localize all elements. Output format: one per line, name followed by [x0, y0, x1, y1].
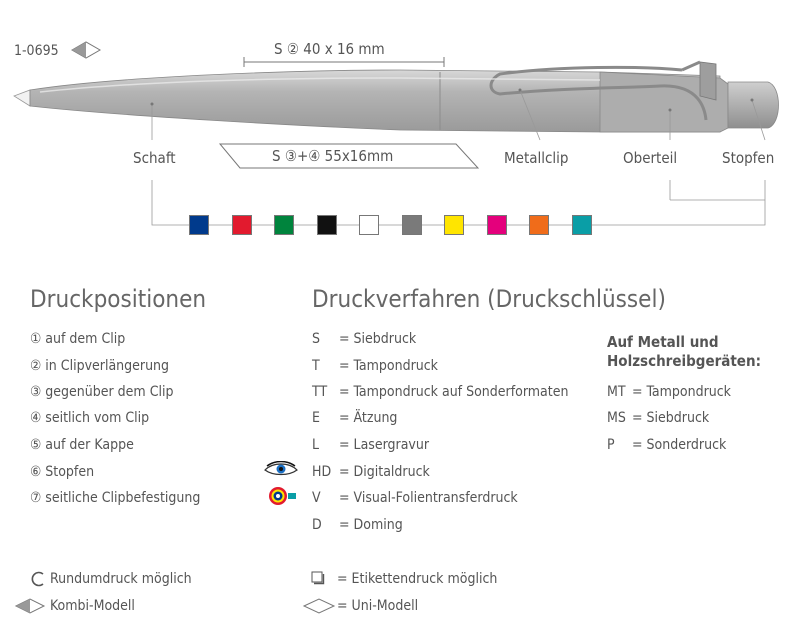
verfahren-desc: = Lasergravur	[339, 437, 430, 453]
color-swatch	[572, 215, 592, 235]
verfahren-code: V	[312, 490, 321, 506]
etikett-icon	[311, 571, 325, 585]
color-swatch	[487, 215, 507, 235]
position-item: ④ seitlich vom Clip	[30, 410, 150, 426]
pen-illustration	[0, 0, 800, 250]
verfahren-code: E	[312, 410, 320, 426]
verfahren-code: TT	[312, 384, 328, 400]
position-item: ② in Clipverlängerung	[30, 358, 170, 374]
verfahren-code: HD	[312, 464, 332, 480]
label-oberteil: Oberteil	[623, 149, 678, 167]
metall-title-line1: Auf Metall und	[607, 333, 719, 351]
druckpositionen-title: Druckpositionen	[30, 285, 207, 313]
verfahren-code: D	[312, 517, 322, 533]
metall-code: MT	[607, 384, 626, 400]
color-swatch	[189, 215, 209, 235]
position-item: ⑤ auf der Kappe	[30, 437, 134, 453]
color-swatch	[529, 215, 549, 235]
color-swatch	[317, 215, 337, 235]
legend-etikett: = Etikettendruck möglich	[337, 571, 498, 587]
color-swatch	[444, 215, 464, 235]
rundum-icon	[30, 571, 46, 587]
visual-transfer-icon	[268, 484, 298, 508]
color-swatch	[274, 215, 294, 235]
verfahren-desc: = Tampondruck auf Sonderformaten	[339, 384, 569, 400]
verfahren-desc: = Tampondruck	[339, 358, 438, 374]
druckverfahren-title: Druckverfahren (Druckschlüssel)	[312, 285, 666, 313]
pen-tip	[14, 90, 30, 106]
kombi-icon-top	[72, 42, 100, 58]
verfahren-desc: = Digitaldruck	[339, 464, 430, 480]
verfahren-desc: = Doming	[339, 517, 403, 533]
position-item: ⑥ Stopfen	[30, 464, 95, 480]
verfahren-desc: = Visual-Folientransferdruck	[339, 490, 518, 506]
dimension-top: S ② 40 x 16 mm	[274, 40, 385, 58]
position-item: ⑦ seitliche Clipbefestigung	[30, 490, 201, 506]
color-swatch	[402, 215, 422, 235]
eye-icon	[263, 461, 299, 479]
metall-desc: = Sonderdruck	[632, 437, 727, 453]
product-code: 1-0695	[14, 43, 59, 59]
position-item: ① auf dem Clip	[30, 331, 126, 347]
color-swatch	[359, 215, 379, 235]
metall-title-line2: Holzschreibgeräten:	[607, 352, 761, 370]
label-schaft: Schaft	[133, 149, 176, 167]
verfahren-desc: = Ätzung	[339, 410, 398, 426]
legend-uni: = Uni-Modell	[337, 598, 419, 614]
verfahren-code: S	[312, 331, 320, 347]
position-item: ③ gegenüber dem Clip	[30, 384, 174, 400]
metall-code: P	[607, 437, 615, 453]
kombi-icon	[14, 598, 46, 614]
label-stopfen: Stopfen	[722, 149, 775, 167]
verfahren-code: L	[312, 437, 320, 453]
metall-code: MS	[607, 410, 626, 426]
dimension-bottom: S ③+④ 55x16mm	[272, 147, 394, 165]
verfahren-code: T	[312, 358, 320, 374]
label-metallclip: Metallclip	[504, 149, 569, 167]
color-swatch	[232, 215, 252, 235]
verfahren-desc: = Siebdruck	[339, 331, 417, 347]
metall-desc: = Tampondruck	[632, 384, 731, 400]
legend-kombi: Kombi-Modell	[50, 598, 135, 614]
uni-icon	[302, 598, 336, 614]
metall-desc: = Siebdruck	[632, 410, 710, 426]
legend-rundum: Rundumdruck möglich	[50, 571, 192, 587]
